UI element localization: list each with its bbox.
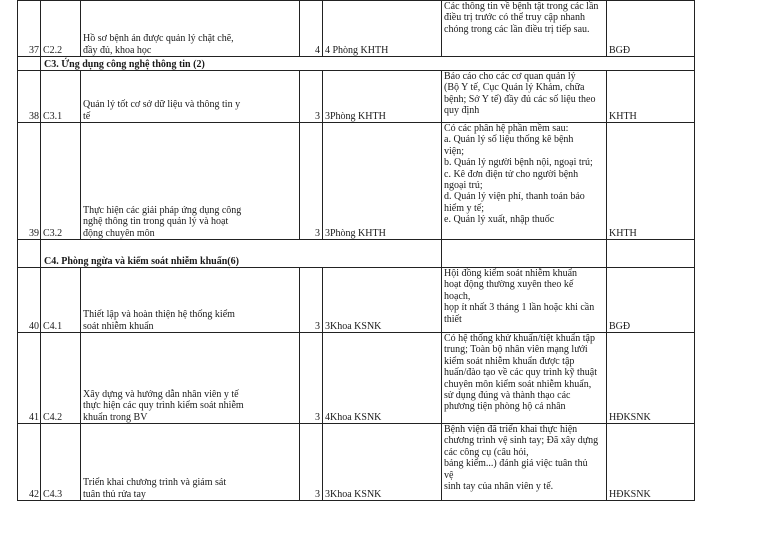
evidence-line: kiểm soát nhiễm khuẩn được tập [444, 355, 575, 367]
criterion-content [81, 1, 300, 57]
evidence-line: điều trị trước có thể truy cập nhanh [444, 12, 585, 24]
evidence-line: các công cụ (câu hỏi, [444, 446, 529, 458]
responsible-unit: Phòng KHTH [330, 227, 386, 239]
score-unit-cell [323, 333, 442, 424]
evidence-line: huấn/đào tạo về các quy trình kỹ thuật [444, 367, 598, 379]
content-line: tế [83, 110, 91, 122]
evidence-cell [442, 123, 607, 240]
row-number: 40 [18, 268, 41, 333]
evidence-cell [442, 333, 607, 424]
evidence-line: viện; [444, 145, 464, 157]
evidence-line: hoạt động thường xuyên theo kế [444, 279, 574, 291]
evidence-line: chóng trong các lần điều trị tiếp sau. [444, 23, 590, 35]
criterion-code: C4.1 [41, 268, 81, 333]
evidence-line: trung; Toàn bộ nhân viên mạng lưới [444, 344, 588, 356]
evidence-line: họp ít nhất 3 tháng 1 lần hoặc khi cần [444, 302, 595, 314]
evidence-line: vệ [444, 469, 454, 481]
score-unit-cell [323, 71, 442, 123]
score-a: 3 [300, 123, 323, 240]
responsible-unit: Khoa KSNK [330, 411, 382, 423]
empty-cell [18, 240, 41, 268]
section-row [18, 57, 695, 71]
criterion-content [81, 333, 300, 424]
evidence-cell [442, 424, 607, 501]
evidence-line: Bệnh viện đã triển khai thực hiện [444, 424, 578, 435]
empty-cell [442, 240, 607, 268]
evidence-line: b. Quản lý người bệnh nội, ngoại trú; [444, 157, 593, 169]
table-row [18, 1, 695, 57]
content-line: Xây dựng và hướng dẫn nhân viên y tế [83, 388, 239, 400]
table-body [18, 1, 695, 501]
section-row [18, 240, 695, 268]
criterion-code: C4.3 [41, 424, 81, 501]
evidence-line: a. Quản lý số liệu thống kê bệnh [444, 134, 574, 146]
section-title: C3. Ứng dụng công nghệ thông tin (2) [41, 57, 695, 71]
evidence-line: Hội đồng kiểm soát nhiễm khuẩn [444, 268, 578, 279]
assessment-table [17, 0, 695, 501]
criterion-code: C3.1 [41, 71, 81, 123]
evidence-line: sinh tay của nhân viên y tế. [444, 481, 554, 493]
criterion-content [81, 71, 300, 123]
owner-cell: BGĐ [607, 268, 695, 333]
owner-cell: KHTH [607, 123, 695, 240]
responsible-unit: Phòng KHTH [330, 110, 386, 122]
table-row [18, 71, 695, 123]
evidence-line: thiết [444, 313, 462, 325]
evidence-line: sử dụng đúng và thành thạo các [444, 390, 571, 402]
empty-cell [18, 57, 41, 71]
content-line: nghệ thông tin trong quản lý và hoạt [83, 216, 229, 228]
owner-cell: HĐKSNK [607, 333, 695, 424]
criterion-content [81, 424, 300, 501]
evidence-line: Các thông tin về bệnh tật trong các lần [444, 1, 599, 12]
responsible-unit: Khoa KSNK [330, 488, 382, 500]
score-b-value: 4 [325, 411, 330, 423]
content-line: tuân thủ rửa tay [83, 488, 146, 500]
content-line: khuẩn trong BV [83, 411, 148, 423]
criterion-content [81, 123, 300, 240]
row-number: 42 [18, 424, 41, 501]
content-line: Triển khai chương trình và giám sát [83, 477, 227, 489]
evidence-line: e. Quản lý xuất, nhập thuốc [444, 214, 555, 226]
score-a: 3 [300, 424, 323, 501]
content-line: động chuyên môn [83, 227, 155, 239]
evidence-line: Có hệ thống khử khuẩn/tiệt khuẩn tập [444, 333, 595, 344]
evidence-cell [442, 268, 607, 333]
responsible-unit: Phòng KHTH [332, 44, 389, 56]
section-title: C4. Phòng ngừa và kiểm soát nhiễm khuẩn(6) [41, 240, 442, 268]
responsible-unit: Khoa KSNK [330, 320, 382, 332]
owner-cell: KHTH [607, 71, 695, 123]
evidence-line: (Bộ Y tế, Cục Quản lý Khám, chữa [444, 82, 585, 94]
evidence-line: d. Quản lý viện phí, thanh toán bảo [444, 191, 585, 203]
owner-cell: BGĐ [607, 1, 695, 57]
table-row [18, 424, 695, 501]
evidence-line: hoạch, [444, 290, 471, 302]
evidence-line: Báo cáo cho các cơ quan quản lý [444, 71, 576, 82]
owner-cell: HĐKSNK [607, 424, 695, 501]
score-unit-cell [323, 424, 442, 501]
evidence-line: chương trình vệ sinh tay; Đã xây dựng [444, 435, 599, 447]
evidence-line: phương tiện phòng hộ cá nhân [444, 401, 566, 413]
evidence-line: quy định [444, 105, 480, 117]
row-number: 41 [18, 333, 41, 424]
content-line: Hồ sơ bệnh án được quản lý chặt chẽ, [83, 33, 234, 45]
evidence-line: Có các phân hệ phần mềm sau: [444, 123, 569, 134]
evidence-line: bệnh; Sở Y tế) đầy đủ các số liệu theo [444, 93, 596, 105]
table-row [18, 333, 695, 424]
criterion-content [81, 268, 300, 333]
table-row [18, 268, 695, 333]
content-line: soát nhiễm khuẩn [83, 320, 154, 332]
content-line: Quản lý tốt cơ sở dữ liệu và thông tin y [83, 99, 241, 111]
content-line: Thiết lập và hoàn thiện hệ thống kiểm [83, 309, 235, 321]
criterion-code: C2.2 [41, 1, 81, 57]
evidence-cell [442, 1, 607, 57]
evidence-line: ngoại trú; [444, 180, 483, 192]
score-a: 4 [300, 1, 323, 57]
evidence-cell [442, 71, 607, 123]
evidence-line: hiểm y tế; [444, 202, 484, 214]
criterion-code: C3.2 [41, 123, 81, 240]
score-b-value: 3 [325, 227, 330, 239]
content-line: Thực hiện các giải pháp ứng dụng công [83, 204, 242, 216]
score-a: 3 [300, 71, 323, 123]
evidence-line: c. Kê đơn điện tử cho người bệnh [444, 168, 579, 180]
evidence-line: chuyên môn kiểm soát nhiễm khuẩn, [444, 378, 592, 390]
score-b-value: 3 [325, 320, 330, 332]
score-a: 3 [300, 268, 323, 333]
content-line: đầy đủ, khoa học [83, 44, 152, 56]
score-unit-cell [323, 123, 442, 240]
score-b-value: 4 [325, 44, 330, 56]
score-b-value: 3 [325, 488, 330, 500]
score-b-value: 3 [325, 110, 330, 122]
content-line: thực hiện các quy trình kiểm soát nhiễm [83, 400, 244, 412]
score-a: 3 [300, 333, 323, 424]
score-unit-cell [323, 268, 442, 333]
score-b [323, 1, 442, 57]
empty-cell [607, 240, 695, 268]
row-number: 38 [18, 71, 41, 123]
table-row [18, 123, 695, 240]
row-number: 39 [18, 123, 41, 240]
evidence-line: bảng kiểm...) đánh giá việc tuân thủ [444, 458, 588, 470]
row-number: 37 [18, 1, 41, 57]
criterion-code: C4.2 [41, 333, 81, 424]
